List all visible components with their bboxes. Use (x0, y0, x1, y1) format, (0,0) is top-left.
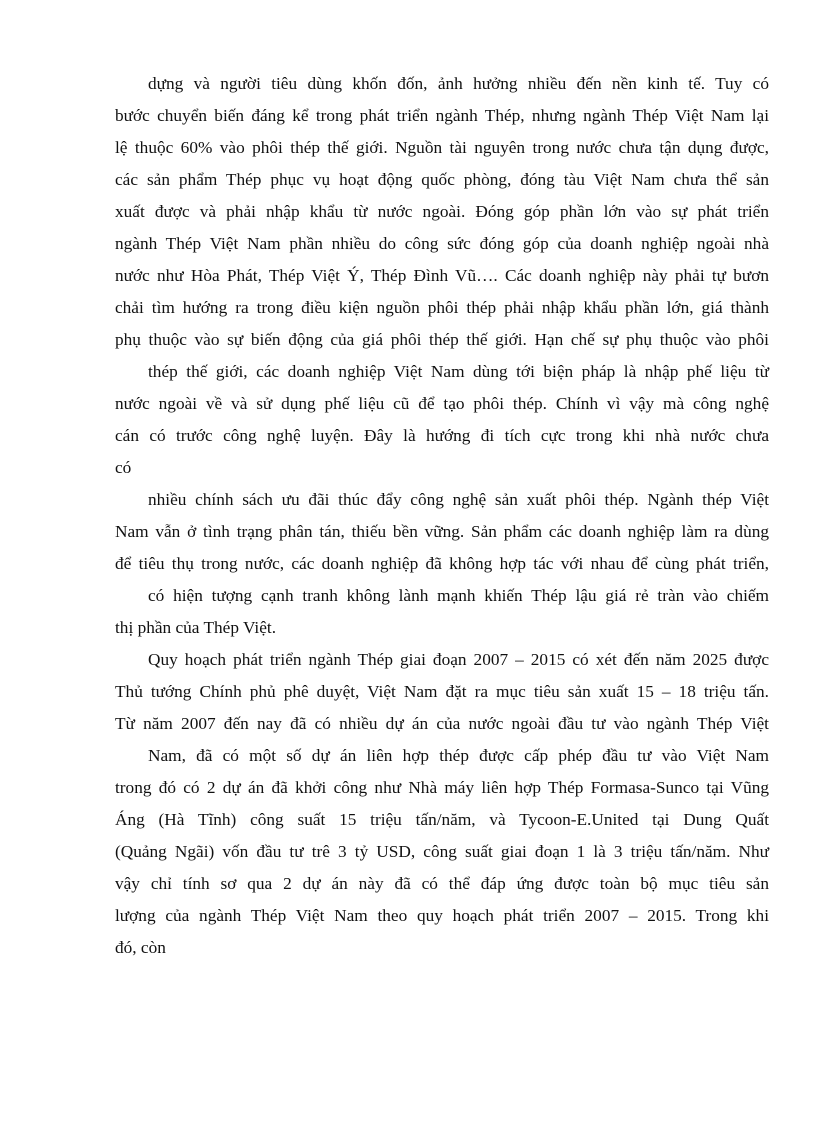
text-line: phụ thuộc vào sự biến động của giá phôi thép thế giới. Hạn chế sự phụ thuộc vào phôi (115, 330, 769, 349)
text-line: thép thế giới, các doanh nghiệp Việt Nam dùng tới biện pháp là nhập phế liệu từ (148, 362, 769, 381)
text-line: Áng (Hà Tĩnh) công suất 15 triệu tấn/năm, và Tycoon-E.United tại Dung Quất (115, 810, 769, 829)
body-text (115, 68, 769, 964)
text-line: vậy chỉ tính sơ qua 2 dự án này đã có thể đáp ứng được toàn bộ mục tiêu sản (115, 874, 769, 893)
text-line: lượng của ngành Thép Việt Nam theo quy hoạch phát triển 2007 – 2015. Trong khi (115, 906, 769, 925)
text-line: trong đó có 2 dự án đã khởi công như Nhà máy liên hợp Thép Formasa-Sunco tại Vũng (115, 778, 769, 797)
text-line: chải tìm hướng ra trong điều kiện nguồn phôi thép phải nhập khẩu phần lớn, giá thành (115, 298, 769, 317)
text-line: có hiện tượng cạnh tranh không lành mạnh khiến Thép lậu giá rẻ tràn vào chiếm (148, 586, 769, 605)
text-line: Quy hoạch phát triển ngành Thép giai đoạn 2007 – 2015 có xét đến năm 2025 được (148, 650, 769, 669)
text-line: thị phần của Thép Việt. (115, 618, 277, 637)
text-line: Từ năm 2007 đến nay đã có nhiều dự án của nước ngoài đầu tư vào ngành Thép Việt (115, 714, 769, 733)
text-line: để tiêu thụ trong nước, các doanh nghiệp đã không hợp tác với nhau để cùng phát triển, (115, 554, 769, 573)
text-line: nước như Hòa Phát, Thép Việt Ý, Thép Đình Vũ…. Các doanh nghiệp này phải tự bươn (115, 266, 769, 285)
text-line: đó, còn (115, 938, 166, 957)
text-line: Nam vẫn ở tình trạng phân tán, thiếu bền vững. Sản phẩm các doanh nghiệp làm ra dùng (115, 522, 769, 541)
text-line: các sản phẩm Thép phục vụ hoạt động quốc phòng, đóng tàu Việt Nam chưa thể sản (115, 170, 769, 189)
text-line: Nam, đã có một số dự án liên hợp thép được cấp phép đầu tư vào Việt Nam (148, 746, 769, 765)
text-line: ngành Thép Việt Nam phần nhiều do công sức đóng góp của doanh nghiệp ngoài nhà (115, 234, 769, 253)
text-line: Thủ tướng Chính phủ phê duyệt, Việt Nam đặt ra mục tiêu sản xuất 15 – 18 triệu tấn. (115, 682, 769, 701)
text-line: cán có trước công nghệ luyện. Đây là hướng đi tích cực trong khi nhà nước chưa (115, 426, 769, 445)
text-line: bước chuyển biến đáng kể trong phát triển ngành Thép, nhưng ngành Thép Việt Nam lại (115, 106, 769, 125)
text-line: xuất được và phải nhập khẩu từ nước ngoài. Đóng góp phần lớn vào sự phát triển (115, 202, 769, 221)
text-line: lệ thuộc 60% vào phôi thép thế giới. Nguồn tài nguyên trong nước chưa tận dụng được, (115, 138, 769, 157)
text-line: dựng và người tiêu dùng khốn đốn, ảnh hưởng nhiều đến nền kinh tế. Tuy có (148, 74, 769, 93)
text-line: có (115, 458, 132, 477)
text-line: nước ngoài về và sử dụng phế liệu cũ để tạo phôi thép. Chính vì vậy mà công nghệ (115, 394, 769, 413)
text-line: nhiều chính sách ưu đãi thúc đẩy công nghệ sản xuất phôi thép. Ngành thép Việt (148, 490, 769, 509)
text-line: (Quảng Ngãi) vốn đầu tư trê 3 tỷ USD, công suất giai đoạn 1 là 3 triệu tấn/năm. Như (115, 842, 769, 861)
